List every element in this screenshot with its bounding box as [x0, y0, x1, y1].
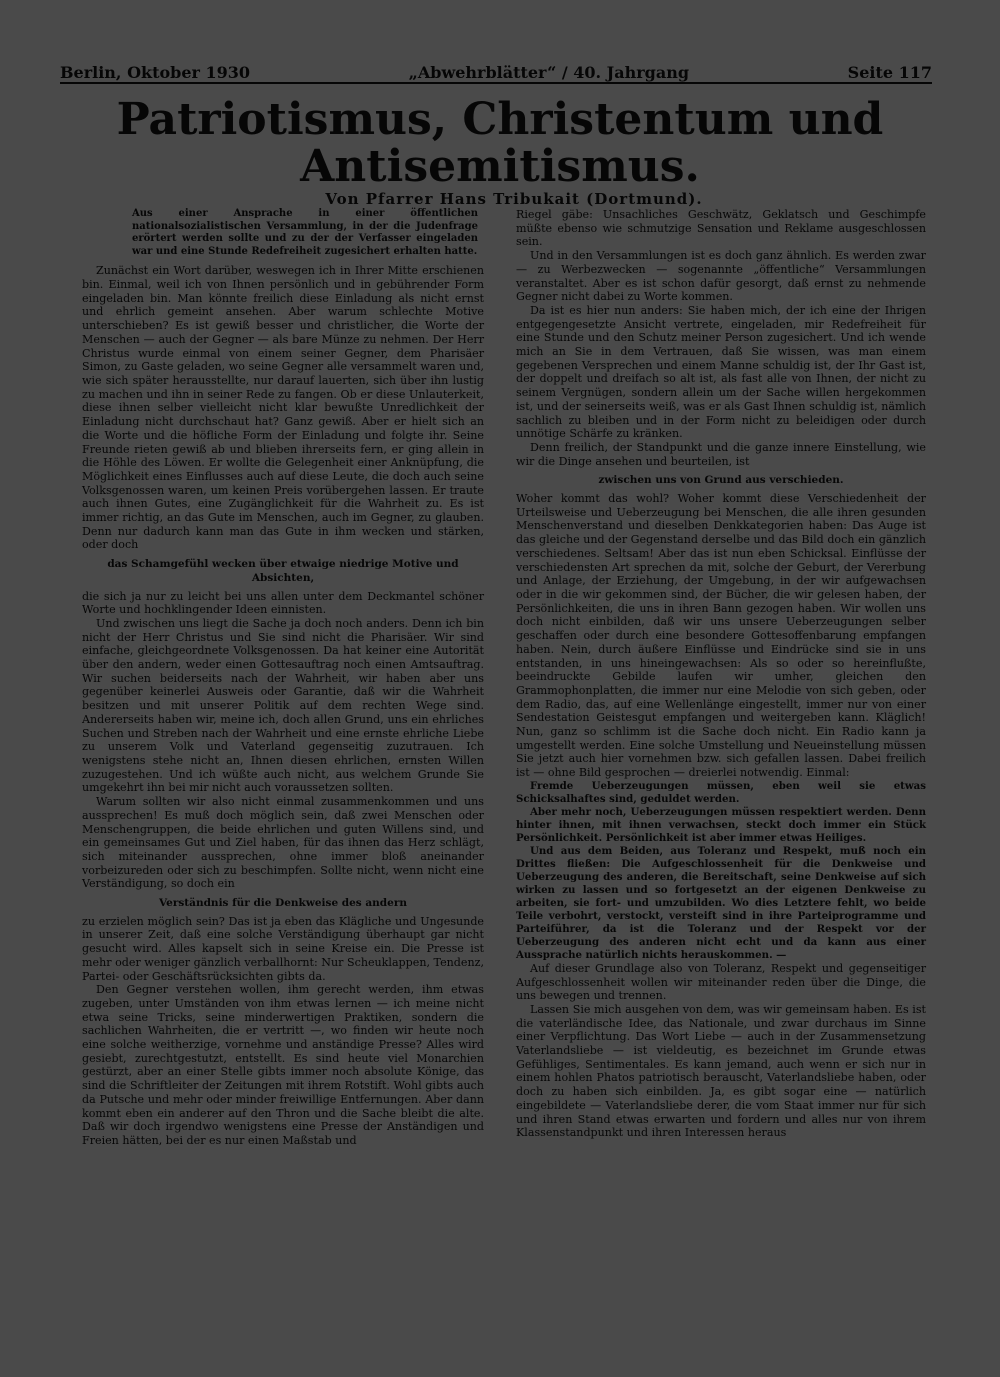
paragraph: Warum sollten wir also nicht einmal zusammenkommen und uns aussprechen! Es muß doch möglich sein, daß zwei Menschen oder Menschengruppen, die beide ehrlichen und guten Willens sind, und ein gemeinsames Gut und Ziel haben, für das ihnen das Herz schlägt, sich miteinander aussprechen, ohne immer bloß aneinander vorbeizureden oder sich zu beschimpfen. Sollte nicht, wenn nicht eine Verständigung, so doch ein [82, 795, 484, 891]
paragraph: Woher kommt das wohl? Woher kommt diese Verschiedenheit der Urteilsweise und Ueberzeugung bei Menschen, die alle ihren gesunden Menschenverstand und dieselben Denkkategorien haben: Das Auge ist das gleiche und der Gegenstand derselbe und das Bild doch ein gänzlich verschiedenes. Seltsam! Aber das ist nun eben Schicksal. Einflüsse der verschiedensten Art sprechen da mit, solche der Geburt, der Vererbung und Anlage, der Erziehung, der Umgebung, in der wir aufgewachsen oder in die wir gekommen sind, der Bücher, die wir gelesen haben, der Persönlichkeiten, die uns in ihren Bann gezogen haben. Wir wollen uns doch nicht einbilden, daß wir uns unsere Ueberzeugungen selber geschaffen oder durch eine besondere Gottesoffenbarung empfangen haben. Nein, durch äußere Einflüsse und Eindrücke sind sie in uns entstanden, in uns hineingewachsen: Als so oder so hereinflußte, beeindruckte Gebilde laufen wir umher, gleichen den Grammophonplatten, die immer nur eine Melodie von sich geben, oder dem Radio, das, auf eine Wellenlänge eingestellt, immer nur von einer Sendestation Geistesgut empfangen und weitergeben kann. Kläglich! Nun, ganz so schlimm ist die Sache doch nicht. Ein Radio kann ja umgestellt werden. Eine solche Umstellung und Neueinstellung müssen Sie jetzt auch hier vornehmen bzw. sich gefallen lassen. Dabei freilich ist — ohne Bild gesprochen — dreierlei notwendig. Einmal: [516, 492, 926, 780]
article-title: Patriotismus, Christentum und Antisemitismus. [116, 94, 884, 192]
header-publication: „Abwehrblätter“ / 40. Jahrgang [408, 63, 690, 82]
article-intro: Aus einer Ansprache in einer öffentlichen nationalsozialistischen Versammlung, in der die Judenfrage erörtert werden sollte und zu der der Verfasser eingeladen war und eine Stunde Redefreiheit zugesichert erhalten hatte. [132, 208, 478, 257]
paragraph: Und in den Versammlungen ist es doch ganz ähnlich. Es werden zwar — zu Werbezwecken — sogenannte „öffentliche“ Versammlungen veranstaltet. Aber es ist schon dafür gesorgt, daß ernst zu nehmende Gegner nicht dabei zu Worte kommen. [516, 249, 926, 304]
subheading: zwischen uns von Grund aus verschieden. [598, 474, 844, 487]
paragraph: zu erzielen möglich sein? Das ist ja eben das Klägliche und Ungesunde in unserer Zeit, daß eine solche Verständigung überhaupt gar nicht gesucht wird. Alles kapselt sich in seine Kreise ein. Die Presse ist mehr oder weniger gänzlich verballhornt: Nur Scheuklappen, Tendenz, Partei- oder Geschäftsrücksichten gibts da. [82, 914, 484, 983]
left-column [82, 208, 484, 1148]
subheading: Verständnis für die Denkweise des andern [159, 897, 407, 910]
paragraph: Den Gegner verstehen wollen, ihm gerecht werden, ihm etwas zugeben, unter Umständen von ihm etwas lernen — ich meine nicht etwa seine Tricks, seine minderwertigen Praktiken, sondern die sachlichen Wahrheiten, die er vertritt —, wo finden wir heute noch eine solche weitherzige, vornehme und anständige Presse? Alles wird gesiebt, zurechtgestutzt, entstellt. Es sind heute viel Monarchien gestürzt, aber an einer Stelle gibts immer noch absolute Könige, das sind die Schriftleiter der Zeitungen mit ihrem Rotstift. Wohl gibts auch da Putsche und mehr oder minder freiwillige Entfernungen. Aber dann kommt eben ein anderer auf den Thron und die Sache bleibt die alte. Daß wir doch irgendwo wenigstens eine Presse der Anständigen und Freien hätten, bei der es nur einen Maßstab und [82, 983, 484, 1147]
page-header [60, 56, 932, 84]
header-page-number: Seite 117 [847, 63, 932, 82]
highlight-paragraph: Fremde Ueberzeugungen müssen, eben weil sie etwas Schicksalhaftes sind, geduldet werden. [516, 779, 926, 805]
article-byline: Von Pfarrer Hans Tribukait (Dortmund). [325, 190, 703, 208]
paragraph: Zunächst ein Wort darüber, weswegen ich in Ihrer Mitte erschienen bin. Einmal, weil ich von Ihnen persönlich und in gebührender Form eingeladen bin. Man könnte freilich diese Einladung als nicht ernst und ehrlich gemeint ansehen. Aber warum schlechte Motive unterschieben? Es ist gewiß besser und christlicher, die Worte der Menschen — auch der Gegner — als bare Münze zu nehmen. Der Herr Christus wurde einmal von einem seiner Gegner, dem Pharisäer Simon, zu Gaste geladen, wo seine Gegner alle versammelt waren und, wie sich später herausstellte, nur darauf lauerten, sich über ihn lustig zu machen und ihn in seiner Rede zu fangen. Ob er diese Unlauterkeit, diese ihnen selber vielleicht nicht klar bewußte Unredlichkeit der Einladung nicht durchschaut hat? Ganz gewiß. Aber er hielt sich an die Worte und die höfliche Form der Einladung und folgte ihr. Seine Freunde rieten gewiß ab und blieben ihrerseits fern, er ging allein in die Höhle des Löwen. Er wollte die Gelegenheit einer Anknüpfung, die Möglichkeit eines Einflusses auch auf diese Leute, die doch auch seine Volksgenossen waren, um keinen Preis vorübergehen lassen. Er traute auch ihnen Gutes, eine Zugänglichkeit für die Wahrheit zu. Es ist immer richtig, an das Gute im Menschen, auch im Gegner, zu glauben. Denn nur dadurch kann man das Gute in ihm wecken und stärken, oder doch [82, 264, 484, 552]
paragraph: die sich ja nur zu leicht bei uns allen unter dem Deckmantel schöner Worte und hochklingender Ideen einnisten. [82, 589, 484, 617]
highlight-paragraph: Aber mehr noch, Ueberzeugungen müssen respektiert werden. Denn hinter ihnen, mit ihnen verwachsen, steckt doch immer ein Stück Persönlichkeit. Persönlichkeit ist aber immer etwas Heiliges. [516, 805, 926, 844]
paragraph: Denn freilich, der Standpunkt und die ganze innere Einstellung, wie wir die Dinge ansehen und beurteilen, ist [516, 440, 926, 468]
paragraph: Lassen Sie mich ausgehen von dem, was wir gemeinsam haben. Es ist die vaterländische Idee, das Nationale, und zwar durchaus im Sinne einer Verpflichtung. Das Wort Liebe — auch in der Zusammensetzung Vaterlandsliebe — ist vieldeutig, es bezeichnet im Grunde etwas Gefühliges, Sentimentales. Es kann jemand, auch wenn er sich nur in einem hohlen Phatos patriotisch berauscht, Vaterlandsliebe haben, oder doch zu haben sich einbilden. Ja, es gibt sogar eine — natürlich eingebildete — Vaterlandsliebe derer, die vom Staat immer nur für sich und ihren Stand etwas erwarten und fordern und alles nur von ihrem Klassenstandpunkt und ihren Interessen heraus [516, 1002, 926, 1140]
paragraph: Da ist es hier nun anders: Sie haben mich, der ich eine der Ihrigen entgegengesetzte Ansicht vertrete, eingeladen, mir Redefreiheit für eine Stunde und den Schutz meiner Person zugesichert. Und ich wende mich an Sie in dem Vertrauen, daß Sie wissen, was man einem gegebenen Versprechen und einem Manne schuldig ist, der Ihr Gast ist, der doppelt und dreifach so alt ist, als fast alle von Ihnen, der nicht zu seinem Vergnügen, sondern allein um der Sache willen hergekommen ist, und der seinerseits weiß, was er als Gast Ihnen schuldig ist, nämlich sachlich zu bleiben und in der Form nicht zu beleidigen oder durch unnötige Schärfe zu kränken. [516, 303, 926, 441]
subheading: das Schamgefühl wecken über etwaige niedrige Motive und Absichten, [107, 558, 459, 584]
paragraph: Und zwischen uns liegt die Sache ja doch noch anders. Denn ich bin nicht der Herr Christus und Sie sind nicht die Pharisäer. Wir sind einfache, gleichgeordnete Volksgenossen. Da hat keiner eine Autorität über den andern, weder einen Gottesauftrag noch einen Amtsauftrag. Wir suchen beiderseits nach der Wahrheit, wir haben aber uns gegenüber keinerlei Ausweis oder Garantie, daß wir die Wahrheit besitzen und mit unserer Politik auf dem rechten Wege sind. Andererseits haben wir, meine ich, doch allen Grund, uns ein ehrliches Suchen und Streben nach der Wahrheit und eine ernste ehrliche Liebe zu unserem Volk und Vaterland gegenseitig zuzutrauen. Ich wenigstens stehe nicht an, Ihnen diesen ehrlichen, ernsten Willen zuzugestehen. Und ich wüßte auch nicht, aus welchem Grunde Sie umgekehrt ihn bei mir nicht auch voraussetzen sollten. [82, 616, 484, 795]
right-column [516, 208, 926, 1140]
paragraph: Auf dieser Grundlage also von Toleranz, Respekt und gegenseitiger Aufgeschlossenheit wollen wir miteinander reden über die Dinge, die uns bewegen und trennen. [516, 961, 926, 1003]
paragraph: Riegel gäbe: Unsachliches Geschwätz, Geklatsch und Geschimpfe müßte ebenso wie schmutzige Sensation und Reklame ausgeschlossen sein. [516, 208, 926, 249]
highlight-paragraph: Und aus dem Beiden, aus Toleranz und Respekt, muß noch ein Drittes fließen: Die Aufgeschlossenheit für die Denkweise und Ueberzeugung des anderen, die Bereitschaft, seine Denkweise auf sich wirken zu lassen und so fortgesetzt an der eigenen Denkweise zu arbeiten, sie fort- und umzubilden. Wo dies Letztere fehlt, wo beide Teile verbohrt, verstockt, versteift sind in ihre Parteiprogramme und Parteiführer, da ist die Toleranz und der Respekt vor der Ueberzeugung des anderen nicht echt und da kann aus einer Aussprache natürlich nichts herauskommen. — [516, 844, 926, 961]
header-date: Berlin, Oktober 1930 [60, 63, 251, 82]
